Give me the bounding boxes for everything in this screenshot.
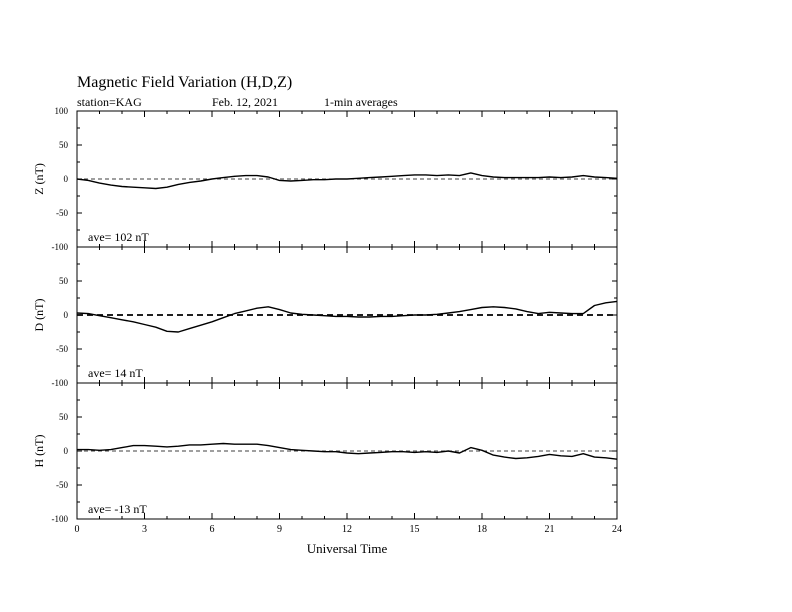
- h-ytick-label: 0: [63, 446, 68, 456]
- z-ytick-label: 100: [54, 106, 68, 116]
- h-ytick-label: -50: [56, 480, 68, 490]
- h-average-annotation: ave= -13 nT: [88, 502, 147, 516]
- d-series-line: [77, 301, 617, 332]
- x-axis-label: Universal Time: [306, 541, 388, 556]
- d-ytick-label: -100: [51, 378, 68, 388]
- xtick-label: 12: [342, 524, 352, 535]
- z-average-annotation: ave= 102 nT: [88, 230, 149, 244]
- d-average-annotation: ave= 14 nT: [88, 366, 143, 380]
- z-series-line: [77, 173, 617, 189]
- d-ytick-label: -50: [56, 344, 68, 354]
- xtick-label: 24: [612, 524, 622, 535]
- xtick-label: 9: [277, 524, 282, 535]
- d-ylabel: D (nT): [32, 298, 46, 332]
- xtick-label: 21: [544, 524, 555, 535]
- d-ytick-label: 0: [63, 310, 68, 320]
- z-ylabel: Z (nT): [32, 163, 46, 195]
- xtick-label: 0: [74, 524, 80, 535]
- z-ytick-label: -50: [56, 208, 68, 218]
- date-label: Feb. 12, 2021: [212, 95, 278, 109]
- xtick-label: 6: [209, 524, 215, 535]
- xtick-label: 18: [477, 524, 487, 535]
- h-ytick-label: 50: [59, 412, 68, 422]
- chart-title: Magnetic Field Variation (H,D,Z): [77, 74, 293, 91]
- averaging-label: 1-min averages: [324, 95, 398, 109]
- h-ylabel: H (nT): [32, 434, 46, 468]
- xtick-label: 3: [142, 524, 147, 535]
- h-ytick-label: -100: [51, 514, 68, 524]
- d-ytick-label: 50: [59, 276, 68, 286]
- station-label: station=KAG: [77, 95, 142, 109]
- z-ytick-label: -100: [51, 242, 68, 252]
- z-ytick-label: 50: [59, 140, 68, 150]
- xtick-label: 15: [409, 524, 420, 535]
- z-ytick-label: 0: [63, 174, 68, 184]
